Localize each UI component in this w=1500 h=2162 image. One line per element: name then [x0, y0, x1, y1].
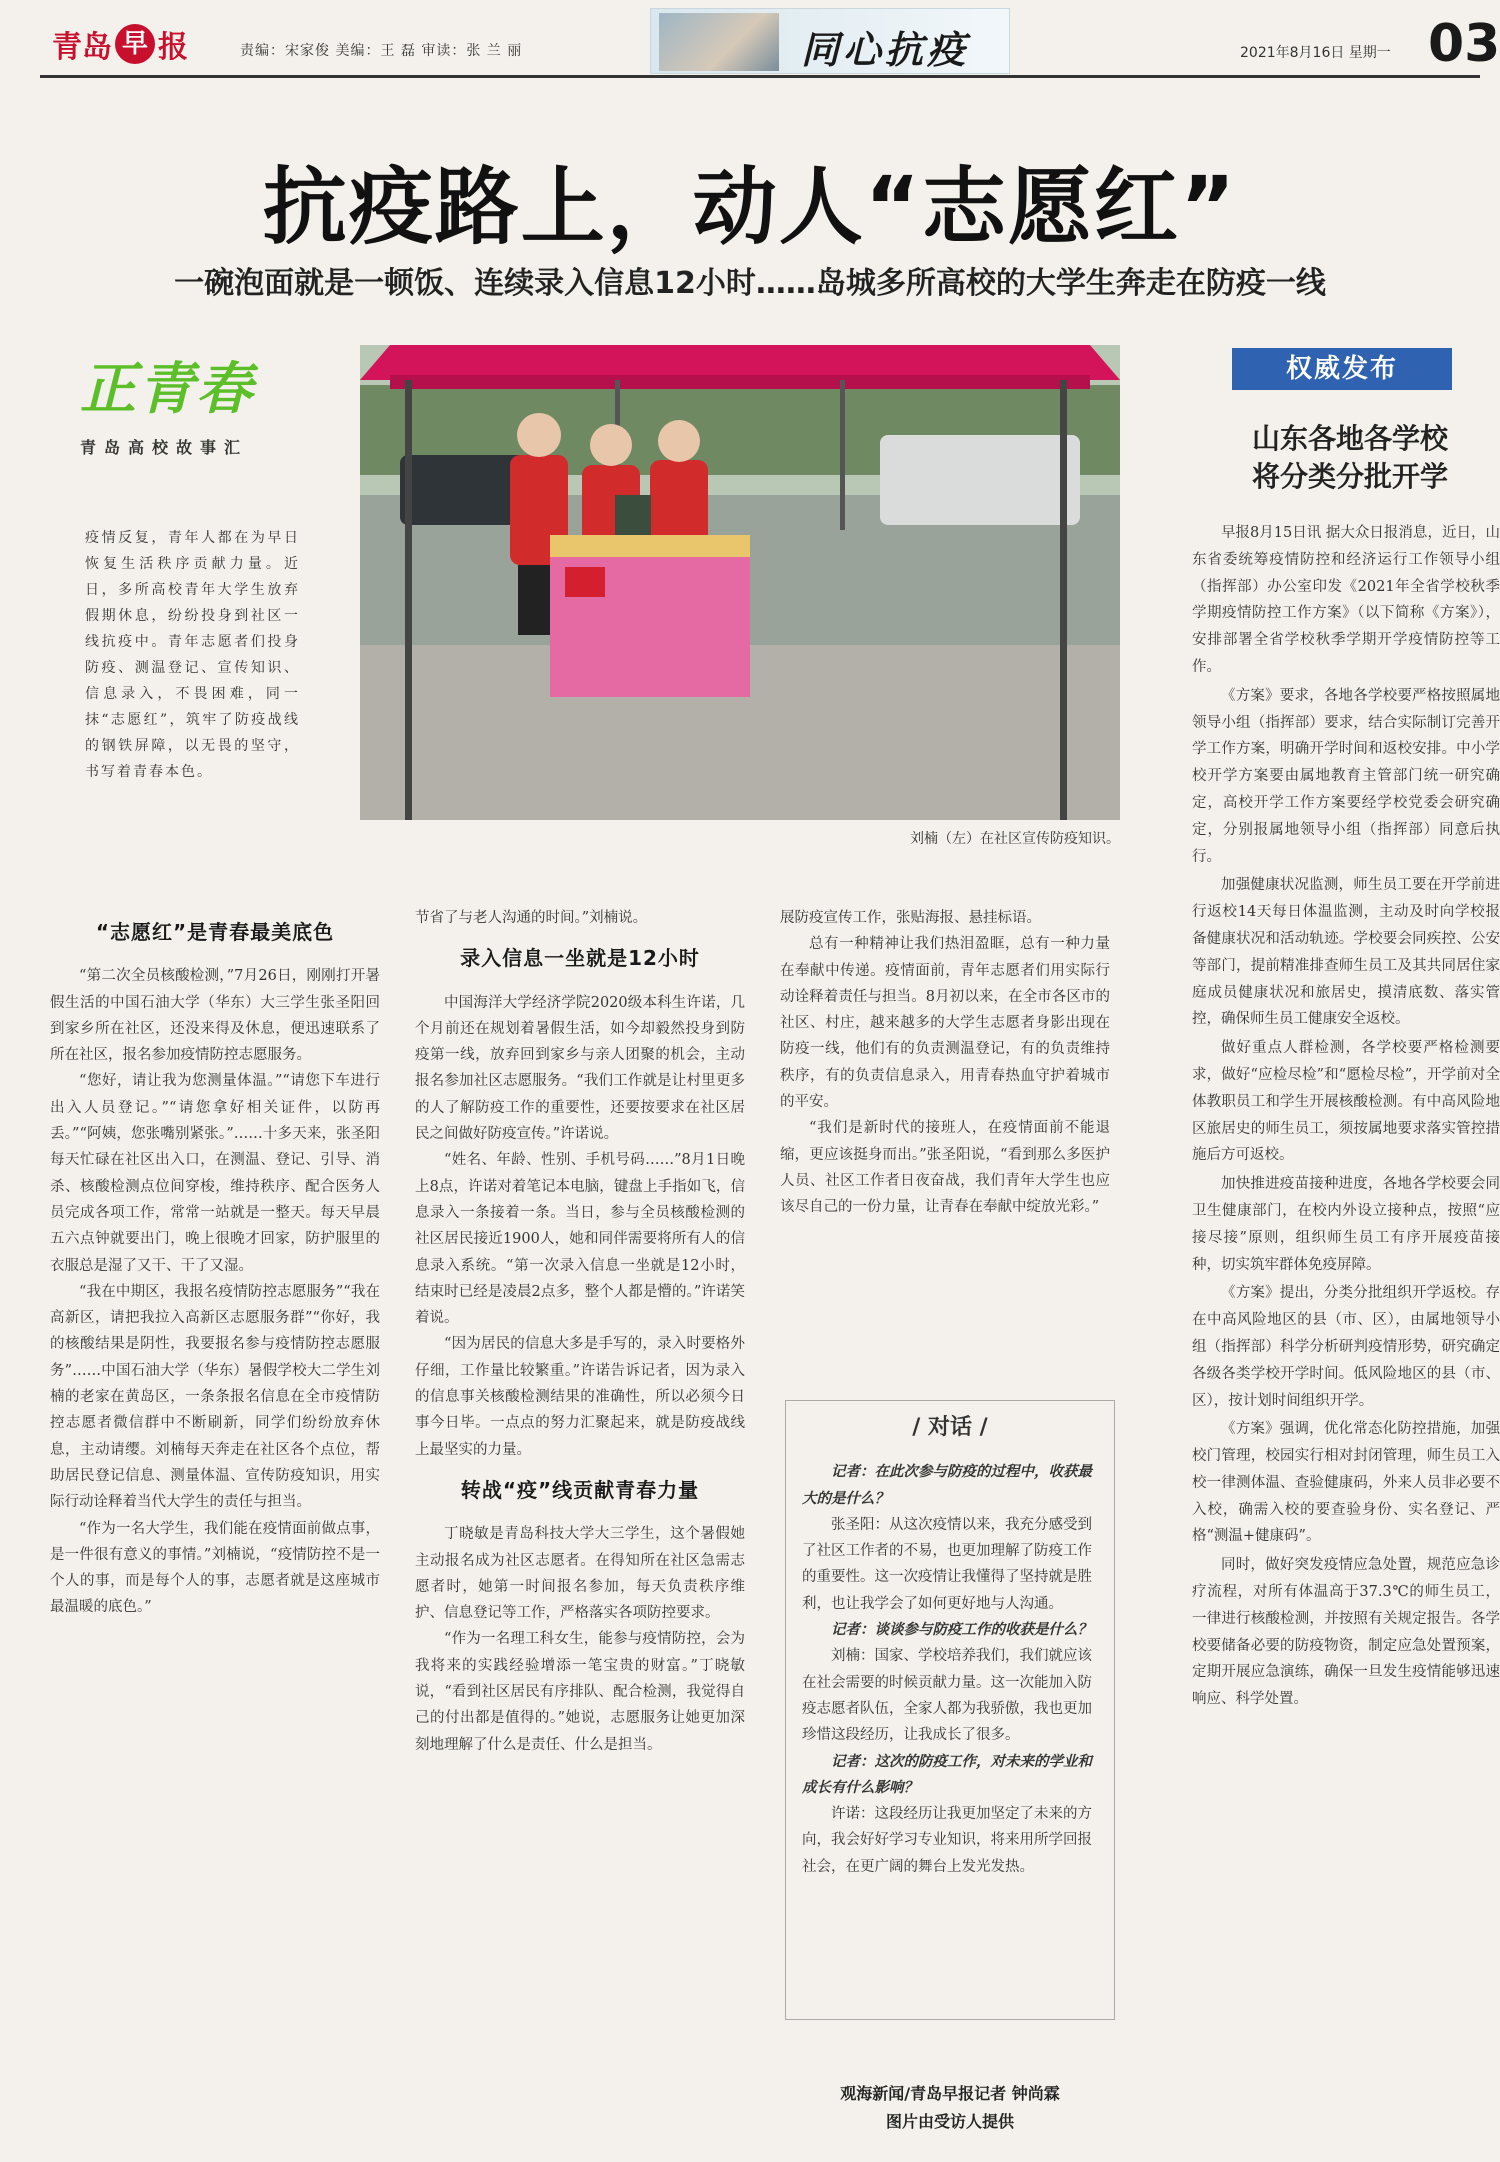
- interview-question: 记者：在此次参与防疫的过程中，收获最大的是什么？: [802, 1463, 1092, 1507]
- interview-box: [785, 1400, 1115, 2020]
- sidebar-paragraph: 《方案》强调，优化常态化防控措施，加强校门管理，校园实行相对封闭管理，师生员工入校一律测体温、查验健康码，外来人员非必要不入校，确需入校的要查验身份、实名登记、严格“测温+健康码”。: [1192, 1421, 1500, 1545]
- body-paragraph: 总有一种精神让我们热泪盈眶，总有一种力量在奉献中传递。疫情面前，青年志愿者们用实际行动诠释着责任与担当。8月初以来，在全市各区市的社区、村庄，越来越多的大学生志愿者身影出现在防疫一线，他们有的负责测温登记，有的负责维持秩序，有的负责信息录入，用青春热血守护着城市的平安。: [780, 936, 1110, 1111]
- page-number: 03: [1428, 14, 1500, 74]
- subheadline: 一碗泡面就是一顿饭、连续录入信息12小时……岛城多所高校的大学生奔走在防疫一线: [174, 266, 1326, 301]
- body-paragraph: “作为一名理工科女生，能参与疫情防控，会为我将来的实践经验增添一笔宝贵的财富。”丁晓敏说，“看到社区居民有序排队、配合检测，我觉得自己的付出都是值得的。”她说，志愿服务让她更加深刻地理解了什么是责任、什么是担当。: [415, 1631, 745, 1753]
- section-title: 同心抗疫: [801, 27, 970, 72]
- sidebar-paragraph: 加强健康状况监测，师生员工要在开学前进行返校14天每日体温监测，主动及时向学校报备健康状况和活动轨迹。学校要会同疾控、公安等部门，提前精准排查师生员工及其共同居住家庭成员健康状况和旅居史，摸清底数、落实管控，确保师生员工健康安全返校。: [1192, 877, 1500, 1028]
- logo-badge: 早: [115, 24, 155, 64]
- body-paragraph: “第二次全员核酸检测，”7月26日，刚刚打开暑假生活的中国石油大学（华东）大三学生张圣阳回到家乡所在社区，还没来得及休息，便迅速联系了所在社区，报名参加疫情防控志愿服务。: [50, 968, 380, 1064]
- article-column-2: [415, 905, 745, 2155]
- interview-answer: 张圣阳：从这次疫情以来，我充分感受到了社区工作者的不易，也更加理解了防疫工作的重要性。这一次疫情让我懂得了坚持就是胜利，也让我学会了如何更好地与人沟通。: [802, 1516, 1092, 1612]
- body-paragraph: “我在中期区，我报名疫情防控志愿服务”“我在高新区，请把我拉入高新区志愿服务群”“你好，我的核酸结果是阴性，我要报名参与疫情防控志愿服务”……中国石油大学（华东）暑假学校大二学生刘楠的老家在黄岛区，一条条报名信息在全市疫情防控志愿者微信群中不断刷新，同学们纷纷放弃休息，主动请缨。刘楠每天奔走在社区各个点位，帮助居民登记信息、测量体温、宣传防疫知识，用实际行动诠释着当代大学生的责任与担当。: [50, 1283, 380, 1511]
- body-paragraph: 展防疫宣传工作，张贴海报、悬挂标语。: [780, 910, 1041, 926]
- body-paragraph: 中国海洋大学经济学院2020级本科生许诺，几个月前还在规划着暑假生活，如今却毅然投身到防疫第一线，放弃回到家乡与亲人团聚的机会，主动报名参加社区志愿服务。“我们工作就是让村里更多的人了解防疫工作的重要性，还要按要求在社区居民之间做好防疫宣传。”许诺说。: [415, 994, 745, 1143]
- sidebar-title: 山东各地各学校 将分类分批开学: [1251, 422, 1448, 493]
- column-subtitle: 青岛高校故事汇: [80, 438, 249, 457]
- section-heading: “志愿红”是青春最美底色: [95, 920, 335, 944]
- photo-caption: 刘楠（左）在社区宣传防疫知识。: [910, 831, 1120, 847]
- publication-date: 2021年8月16日 星期一: [1240, 45, 1391, 61]
- body-paragraph: “作为一名大学生，我们能在疫情面前做点事，是一件很有意义的事情。”刘楠说，“疫情防控不是一个人的事，而是每个人的事，志愿者就是这座城市最温暖的底色。”: [50, 1520, 380, 1616]
- masthead: [40, 8, 1500, 78]
- body-paragraph: “因为居民的信息大多是手写的，录入时要格外仔细，工作量比较繁重。”许诺告诉记者，因为录入的信息事关核酸检测结果的准确性，所以必须今日事今日毕。一点点的努力汇聚起来，就是防疫战线上最坚实的力量。: [415, 1336, 745, 1458]
- interview-question: 记者：这次的防疫工作，对未来的学业和成长有什么影响？: [802, 1752, 1092, 1796]
- volunteers-photo-illustration: [360, 345, 1120, 820]
- sidebar-tag: 权威发布: [1232, 348, 1452, 390]
- sidebar-paragraph: 同时，做好突发疫情应急处置，规范应急诊疗流程，对所有体温高于37.3℃的师生员工，一律进行核酸检测，并按照有关规定报告。各学校要储备必要的防疫物资，制定应急处置预案，定期开展应急演练，确保一旦发生疫情能够迅速响应、科学处置。: [1192, 1557, 1500, 1708]
- body-paragraph: “您好，请让我为您测量体温。”“请您下车进行出入人员登记。”“请您拿好相关证件，以防再丢。”“阿姨，您张嘴别紧张。”……十多天来，张圣阳每天忙碌在社区出入口，在测温、登记、引导、消杀、核酸检测点位间穿梭，维持秩序、配合医务人员完成各项工作，常常一站就是一整天。每天早晨五六点钟就要出门，晚上很晚才回家，防护服里的衣服总是湿了又干、干了又湿。: [50, 1073, 380, 1274]
- sidebar-paragraph: 早报8月15日讯 据大众日报消息，近日，山东省委统筹疫情防控和经济运行工作领导小组（指挥部）办公室印发《2021年全省学校秋季学期疫情防控工作方案》（以下简称《方案》），安排部署全省学校秋季学期开学疫情防控等工作。: [1192, 525, 1500, 675]
- editor-credits: 责编：宋家俊 美编：王 磊 审读：张 兰 丽: [240, 43, 523, 59]
- interview-answer: 许诺：这段经历让我更加坚定了未来的方向，我会好好学习专业知识，将来用所学回报社会，在更广阔的舞台上发光发热。: [802, 1806, 1092, 1875]
- article-column-1: [50, 905, 380, 2155]
- body-paragraph: “姓名、年龄、性别、手机号码……”8月1日晚上8点，许诺对着笔记本电脑，键盘上手指如飞，信息录入一条接着一条。当日，参与全员核酸检测的社区居民接近1900人，她和同伴需要将所有人的信息录入系统。“第一次录入信息一坐就是12小时，结束时已经是凌晨2点多，整个人都是懵的。”许诺笑着说。: [415, 1152, 745, 1327]
- column-intro: 疫情反复，青年人都在为早日恢复生活秩序贡献力量。近日，多所高校青年大学生放弃假期休息，纷纷投身到社区一线抗疫中。青年志愿者们投身防疫、测温登记、宣传知识、信息录入，不畏困难，同一抹“志愿红”，筑牢了防疫战线的钢铁屏障，以无畏的坚守，书写着青春本色。: [85, 530, 300, 780]
- sidebar-paragraph: 《方案》提出，分类分批组织开学返校。存在中高风险地区的县（市、区），由属地领导小组（指挥部）科学分析研判疫情形势，研究确定各级各类学校开学时间。低风险地区的县（市、区），按计划时间组织开学。: [1192, 1285, 1500, 1409]
- sidebar-paragraph: 做好重点人群检测，各学校要严格检测要求，做好“应检尽检”和“愿检尽检”，开学前对全体教职员工和学生开展核酸检测。有中高风险地区旅居史的师生员工，须按属地要求落实管控措施后方可返校。: [1192, 1040, 1500, 1164]
- sidebar-paragraph: 加快推进疫苗接种进度，各地各学校要会同卫生健康部门，在校内外设立接种点，按照“应接尽接”原则，组织师生员工有序开展疫苗接种，切实筑牢群体免疫屏障。: [1192, 1176, 1500, 1273]
- interview-answer: 刘楠：国家、学校培养我们，我们就应该在社会需要的时候贡献力量。这一次能加入防疫志愿者队伍，全家人都为我骄傲，我也更加珍惜这段经历，让我成长了很多。: [802, 1648, 1092, 1744]
- section-heading: 录入信息一坐就是12小时: [460, 946, 700, 971]
- column-logo: [80, 345, 290, 455]
- sidebar-body: [1192, 520, 1500, 2160]
- article-column-3: [780, 905, 1110, 1385]
- interview-heading: / 对话 /: [912, 1415, 988, 1440]
- sidebar-paragraph: 《方案》要求，各地各学校要严格按照属地领导小组（指挥部）要求，结合实际制订完善开学工作方案，明确开学时间和返校安排。中小学校开学方案要由属地教育主管部门统一研究确定，高校开学工作方案要经学校党委会研究确定，分别报属地领导小组（指挥部）同意后执行。: [1192, 687, 1500, 865]
- banner-photo: [659, 13, 779, 71]
- section-banner: [650, 8, 1010, 74]
- byline: 观海新闻/青岛早报记者 钟尚霖 图片由受访人提供: [840, 2084, 1060, 2131]
- newspaper-logo: 青岛 早 报: [52, 22, 188, 66]
- body-paragraph: “我们是新时代的接班人，在疫情面前不能退缩，更应该挺身而出。”张圣阳说，“看到那么多医护人员、社区工作者日夜奋战，我们青年大学生也应该尽自己的一份力量，让青春在奉献中绽放光彩。”: [780, 1120, 1110, 1216]
- headline: 抗疫路上，动人“志愿红”: [262, 158, 1238, 256]
- body-paragraph: 丁晓敏是青岛科技大学大三学生，这个暑假她主动报名成为社区志愿者。在得知所在社区急需志愿者时，她第一时间报名参加，每天负责秩序维护、信息登记等工作，严格落实各项防控要求。: [415, 1526, 745, 1622]
- column-logo-text: 正青春: [80, 357, 254, 422]
- main-photo: [360, 345, 1120, 820]
- section-heading: 转战“疫”线贡献青春力量: [460, 1477, 700, 1502]
- body-paragraph: 节省了与老人沟通的时间。”刘楠说。: [415, 910, 648, 926]
- interview-question: 记者：谈谈参与防疫工作的收获是什么？: [831, 1621, 1092, 1639]
